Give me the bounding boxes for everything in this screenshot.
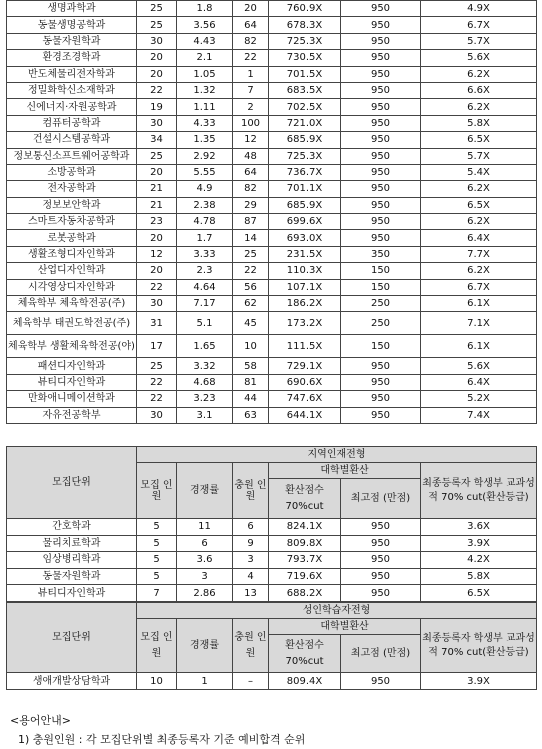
cell-score: 186.2X (269, 296, 341, 312)
table-row (7, 99, 537, 115)
cell-score: 173.2X (269, 312, 341, 335)
table-row (7, 519, 537, 536)
cell-max: 950 (341, 230, 421, 246)
cell-max: 950 (341, 519, 421, 536)
cell-max: 950 (341, 132, 421, 148)
cell-rank: 9 (233, 535, 269, 552)
cell-rank: 100 (233, 115, 269, 131)
cell-max: 950 (341, 82, 421, 98)
cell-unit: 생활조형디자인학과 (7, 246, 137, 262)
cell-ratio: 1.65 (177, 335, 233, 358)
cell-unit: 신에너지·자원공학과 (7, 99, 137, 115)
cell-ratio: 4.68 (177, 374, 233, 390)
cell-final: 6.2X (421, 263, 537, 279)
cell-quota: 12 (137, 246, 177, 262)
cell-quota: 5 (137, 519, 177, 536)
cell-max: 950 (341, 391, 421, 407)
table-row (7, 197, 537, 213)
table-row (7, 263, 537, 279)
cell-unit: 정밀화학신소재학과 (7, 82, 137, 98)
cell-ratio: 3.6 (177, 552, 233, 569)
cell-final: 4.9X (421, 1, 537, 17)
header-suneung: 대학별환산 (269, 463, 421, 479)
cell-ratio: 3.33 (177, 246, 233, 262)
cell-final: 7.7X (421, 246, 537, 262)
cell-max: 250 (341, 296, 421, 312)
cell-final: 6.5X (421, 132, 537, 148)
cell-quota: 30 (137, 33, 177, 49)
cell-max: 250 (341, 312, 421, 335)
cell-unit: 체육학부 체육학전공(주) (7, 296, 137, 312)
cell-score: 107.1X (269, 279, 341, 295)
cell-ratio: 2.86 (177, 585, 233, 602)
cell-final: 3.9X (421, 535, 537, 552)
cell-score: 678.3X (269, 17, 341, 33)
cell-quota: 25 (137, 148, 177, 164)
header-quota: 모집 인원 (137, 463, 177, 519)
cell-max: 950 (341, 99, 421, 115)
cell-unit: 반도체물리전자학과 (7, 66, 137, 82)
cell-max: 950 (341, 374, 421, 390)
cell-ratio: 2.3 (177, 263, 233, 279)
cell-quota: 5 (137, 568, 177, 585)
cell-final: 6.1X (421, 335, 537, 358)
cell-unit: 자유전공학부 (7, 407, 137, 423)
cell-max: 950 (341, 568, 421, 585)
cell-final: 6.1X (421, 296, 537, 312)
cell-ratio: 3.23 (177, 391, 233, 407)
cell-unit: 환경조경학과 (7, 50, 137, 66)
cell-rank: 29 (233, 197, 269, 213)
header-ratio: 경쟁률 (177, 463, 233, 519)
table-row (7, 33, 537, 49)
cell-ratio: 11 (177, 519, 233, 536)
cell-final: 6.2X (421, 66, 537, 82)
table-row (7, 1, 537, 17)
table-row (7, 214, 537, 230)
cell-score: 721.0X (269, 115, 341, 131)
cell-max: 950 (341, 214, 421, 230)
adult-learner-table (6, 602, 537, 690)
table-row (7, 132, 537, 148)
cell-max: 950 (341, 181, 421, 197)
cell-final: 6.5X (421, 197, 537, 213)
cell-quota: 20 (137, 164, 177, 180)
table-row (7, 374, 537, 390)
cell-quota: 30 (137, 296, 177, 312)
cell-final: 6.2X (421, 181, 537, 197)
cell-quota: 20 (137, 263, 177, 279)
cell-ratio: 1.8 (177, 1, 233, 17)
cell-final: 5.8X (421, 568, 537, 585)
cell-ratio: 7.17 (177, 296, 233, 312)
cell-rank: 44 (233, 391, 269, 407)
cell-max: 950 (341, 535, 421, 552)
cell-rank: 82 (233, 181, 269, 197)
cell-score: 111.5X (269, 335, 341, 358)
cell-quota: 19 (137, 99, 177, 115)
header-rank: 충원 인원 (233, 619, 269, 673)
cell-rank: 45 (233, 312, 269, 335)
cell-rank: 63 (233, 407, 269, 423)
cell-quota: 30 (137, 407, 177, 423)
note-item: 1) 충원인원 : 각 모집단위별 최종등록자 기준 예비합격 순위 (18, 733, 306, 746)
table-row (7, 279, 537, 295)
cell-unit: 건설시스템공학과 (7, 132, 137, 148)
cell-score: 690.6X (269, 374, 341, 390)
table-row (7, 673, 537, 690)
cell-max: 950 (341, 148, 421, 164)
cell-unit: 산업디자인학과 (7, 263, 137, 279)
cell-max: 950 (341, 33, 421, 49)
cell-ratio: 3.56 (177, 17, 233, 33)
cell-ratio: 5.55 (177, 164, 233, 180)
cell-score: 747.6X (269, 391, 341, 407)
header-final: 최종등록자 학생부 교과성적 70% cut(환산등급) (421, 463, 537, 519)
cell-score: 688.2X (269, 585, 341, 602)
cell-score: 729.1X (269, 358, 341, 374)
cell-quota: 21 (137, 181, 177, 197)
cell-final: 5.4X (421, 164, 537, 180)
cell-ratio: 1 (177, 673, 233, 690)
cell-final: 4.2X (421, 552, 537, 569)
cell-score: 725.3X (269, 148, 341, 164)
cell-rank: 58 (233, 358, 269, 374)
header-score: 환산점수 70%cut (269, 635, 341, 673)
cell-max: 950 (341, 673, 421, 690)
cell-quota: 31 (137, 312, 177, 335)
table-row (7, 568, 537, 585)
cell-score: 809.4X (269, 673, 341, 690)
table-row (7, 552, 537, 569)
cell-rank: 3 (233, 552, 269, 569)
cell-unit: 체육학부 태권도학전공(주) (7, 312, 137, 335)
cell-score: 701.5X (269, 66, 341, 82)
cell-unit: 뷰티디자인학과 (7, 585, 137, 602)
cell-rank: 10 (233, 335, 269, 358)
cell-quota: 22 (137, 279, 177, 295)
table-row (7, 358, 537, 374)
cell-quota: 23 (137, 214, 177, 230)
header-final: 최종등록자 학생부 교과성적 70% cut(환산등급) (421, 619, 537, 673)
cell-unit: 동물생명공학과 (7, 17, 137, 33)
cell-final: 5.8X (421, 115, 537, 131)
cell-final: 5.6X (421, 50, 537, 66)
header-unit: 모집단위 (7, 603, 137, 673)
cell-max: 950 (341, 115, 421, 131)
cell-ratio: 1.35 (177, 132, 233, 148)
cell-max: 950 (341, 585, 421, 602)
table-row (7, 585, 537, 602)
section-title: 지역인재전형 (137, 447, 537, 463)
cell-ratio: 4.33 (177, 115, 233, 131)
table-row (7, 115, 537, 131)
cell-ratio: 4.78 (177, 214, 233, 230)
cell-quota: 25 (137, 358, 177, 374)
header-ratio: 경쟁률 (177, 619, 233, 673)
cell-quota: 22 (137, 82, 177, 98)
cell-final: 5.7X (421, 33, 537, 49)
cell-max: 150 (341, 335, 421, 358)
cell-rank: 22 (233, 263, 269, 279)
cell-max: 950 (341, 552, 421, 569)
cell-max: 950 (341, 407, 421, 423)
cell-rank: 48 (233, 148, 269, 164)
cell-final: 5.6X (421, 358, 537, 374)
cell-unit: 시각영상디자인학과 (7, 279, 137, 295)
cell-quota: 20 (137, 66, 177, 82)
cell-ratio: 5.1 (177, 312, 233, 335)
cell-rank: 82 (233, 33, 269, 49)
cell-score: 736.7X (269, 164, 341, 180)
cell-rank: 13 (233, 585, 269, 602)
cell-quota: 17 (137, 335, 177, 358)
cell-unit: 뷰티디자인학과 (7, 374, 137, 390)
cell-score: 760.9X (269, 1, 341, 17)
cell-ratio: 6 (177, 535, 233, 552)
cell-final: 6.5X (421, 585, 537, 602)
cell-rank: 64 (233, 17, 269, 33)
table-row (7, 535, 537, 552)
cell-max: 950 (341, 164, 421, 180)
section-title: 성인학습자전형 (137, 603, 537, 619)
cell-rank: 12 (233, 132, 269, 148)
cell-score: 110.3X (269, 263, 341, 279)
cell-score: 683.5X (269, 82, 341, 98)
cell-ratio: 4.64 (177, 279, 233, 295)
admission-table-main (6, 0, 537, 424)
cell-score: 824.1X (269, 519, 341, 536)
table-row (7, 230, 537, 246)
cell-ratio: 1.11 (177, 99, 233, 115)
cell-unit: 스마트자동차공학과 (7, 214, 137, 230)
table-row (7, 148, 537, 164)
cell-score: 809.8X (269, 535, 341, 552)
cell-ratio: 3.32 (177, 358, 233, 374)
cell-quota: 7 (137, 585, 177, 602)
cell-final: 6.7X (421, 17, 537, 33)
cell-quota: 20 (137, 50, 177, 66)
header-score: 환산점수 70%cut (269, 479, 341, 519)
header-unit: 모집단위 (7, 447, 137, 519)
cell-final: 6.2X (421, 99, 537, 115)
cell-unit: 만화애니메이션학과 (7, 391, 137, 407)
cell-quota: 30 (137, 115, 177, 131)
cell-final: 6.6X (421, 82, 537, 98)
cell-ratio: 3 (177, 568, 233, 585)
cell-rank: 4 (233, 568, 269, 585)
cell-quota: 5 (137, 535, 177, 552)
cell-unit: 체육학부 생활체육학전공(야) (7, 335, 137, 358)
cell-rank: 81 (233, 374, 269, 390)
header-suneung: 대학별환산 (269, 619, 421, 635)
cell-unit: 간호학과 (7, 519, 137, 536)
cell-quota: 22 (137, 374, 177, 390)
cell-ratio: 1.7 (177, 230, 233, 246)
cell-rank: 64 (233, 164, 269, 180)
cell-rank: 2 (233, 99, 269, 115)
cell-ratio: 1.05 (177, 66, 233, 82)
cell-ratio: 3.1 (177, 407, 233, 423)
cell-final: 6.4X (421, 374, 537, 390)
cell-final: 6.7X (421, 279, 537, 295)
cell-max: 950 (341, 197, 421, 213)
cell-ratio: 4.43 (177, 33, 233, 49)
cell-score: 231.5X (269, 246, 341, 262)
cell-unit: 소방공학과 (7, 164, 137, 180)
cell-ratio: 2.38 (177, 197, 233, 213)
cell-rank: 25 (233, 246, 269, 262)
cell-max: 950 (341, 358, 421, 374)
regional-talent-table (6, 446, 537, 602)
cell-score: 702.5X (269, 99, 341, 115)
cell-score: 701.1X (269, 181, 341, 197)
cell-quota: 21 (137, 197, 177, 213)
cell-final: 7.4X (421, 407, 537, 423)
cell-rank: – (233, 673, 269, 690)
table-row (7, 312, 537, 335)
cell-ratio: 1.32 (177, 82, 233, 98)
cell-quota: 10 (137, 673, 177, 690)
cell-rank: 20 (233, 1, 269, 17)
cell-unit: 패션디자인학과 (7, 358, 137, 374)
cell-unit: 정보보안학과 (7, 197, 137, 213)
cell-unit: 동물자원학과 (7, 568, 137, 585)
header-max: 최고점 (만점) (341, 635, 421, 673)
cell-ratio: 2.92 (177, 148, 233, 164)
cell-rank: 1 (233, 66, 269, 82)
table-row (7, 391, 537, 407)
cell-max: 950 (341, 66, 421, 82)
cell-quota: 22 (137, 391, 177, 407)
cell-unit: 생애개발상담학과 (7, 673, 137, 690)
cell-ratio: 2.1 (177, 50, 233, 66)
cell-max: 950 (341, 50, 421, 66)
cell-unit: 임상병리학과 (7, 552, 137, 569)
cell-max: 950 (341, 1, 421, 17)
cell-rank: 87 (233, 214, 269, 230)
table-row (7, 50, 537, 66)
table-row (7, 66, 537, 82)
cell-score: 719.6X (269, 568, 341, 585)
cell-score: 793.7X (269, 552, 341, 569)
cell-score: 693.0X (269, 230, 341, 246)
cell-unit: 컴퓨터공학과 (7, 115, 137, 131)
table-row (7, 181, 537, 197)
cell-max: 150 (341, 279, 421, 295)
cell-max: 350 (341, 246, 421, 262)
cell-quota: 20 (137, 230, 177, 246)
cell-final: 5.7X (421, 148, 537, 164)
cell-rank: 6 (233, 519, 269, 536)
header-rank: 충원 인원 (233, 463, 269, 519)
cell-rank: 22 (233, 50, 269, 66)
header-max: 최고점 (만점) (341, 479, 421, 519)
table-row (7, 407, 537, 423)
cell-ratio: 4.9 (177, 181, 233, 197)
header-quota: 모집 인원 (137, 619, 177, 673)
cell-final: 3.9X (421, 673, 537, 690)
cell-quota: 34 (137, 132, 177, 148)
cell-unit: 정보통신소프트웨어공학과 (7, 148, 137, 164)
cell-unit: 로봇공학과 (7, 230, 137, 246)
cell-max: 150 (341, 263, 421, 279)
cell-unit: 생명과학과 (7, 1, 137, 17)
table-row (7, 164, 537, 180)
table-row (7, 82, 537, 98)
cell-unit: 물리치료학과 (7, 535, 137, 552)
cell-final: 5.2X (421, 391, 537, 407)
table-row (7, 296, 537, 312)
cell-unit: 전자공학과 (7, 181, 137, 197)
cell-score: 730.5X (269, 50, 341, 66)
cell-max: 950 (341, 17, 421, 33)
cell-quota: 5 (137, 552, 177, 569)
cell-final: 7.1X (421, 312, 537, 335)
cell-score: 725.3X (269, 33, 341, 49)
cell-quota: 25 (137, 17, 177, 33)
cell-rank: 62 (233, 296, 269, 312)
notes-title: <용어안내> (10, 714, 71, 727)
table-row (7, 17, 537, 33)
cell-quota: 25 (137, 1, 177, 17)
cell-score: 685.9X (269, 197, 341, 213)
cell-score: 685.9X (269, 132, 341, 148)
cell-final: 3.6X (421, 519, 537, 536)
cell-final: 6.2X (421, 214, 537, 230)
cell-unit: 동물자원학과 (7, 33, 137, 49)
table-row (7, 335, 537, 358)
cell-score: 644.1X (269, 407, 341, 423)
cell-final: 6.4X (421, 230, 537, 246)
cell-score: 699.6X (269, 214, 341, 230)
table-row (7, 246, 537, 262)
cell-rank: 7 (233, 82, 269, 98)
cell-rank: 56 (233, 279, 269, 295)
cell-rank: 14 (233, 230, 269, 246)
